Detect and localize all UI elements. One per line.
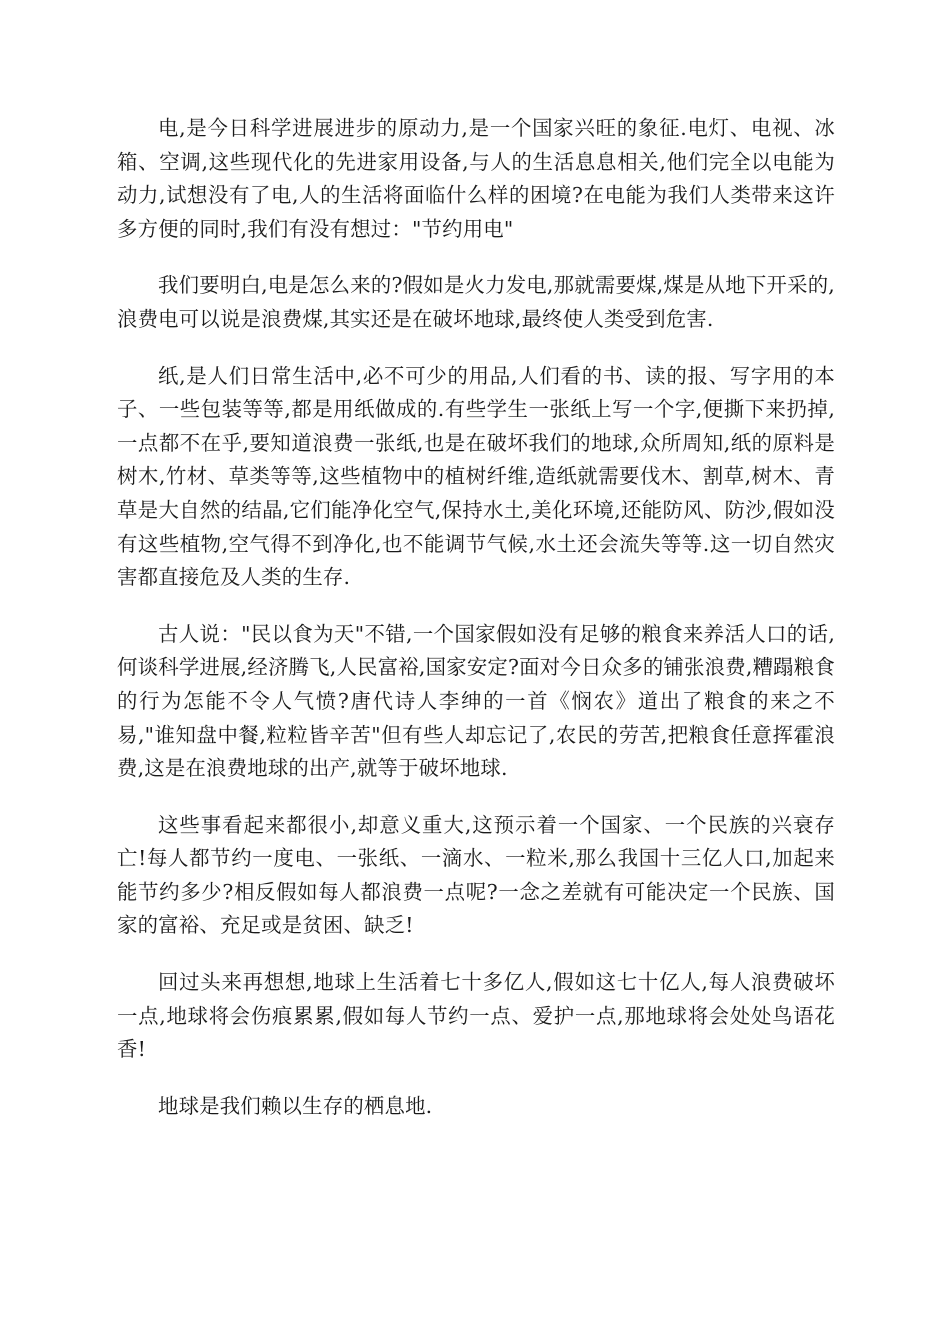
paragraph-significance: 这些事看起来都很小,却意义重大,这预示着一个国家、一个民族的兴衰存亡!每人都节约一度电、一张纸、一滴水、一粒米,那么我国十三亿人口,加起来能节约多少?相反假如每人都浪费一点呢?一念之差就有可能决定一个民族、国家的富裕、充足或是贫困、缺乏! [117, 812, 835, 938]
paragraph-reflection: 回过头来再想想,地球上生活着七十多亿人,假如这七十亿人,每人浪费破坏一点,地球将会伤痕累累,假如每人节约一点、爱护一点,那地球将会处处鸟语花香! [117, 970, 835, 1062]
paragraph-coal: 我们要明白,电是怎么来的?假如是火力发电,那就需要煤,煤是从地下开采的,浪费电可以说是浪费煤,其实还是在破坏地球,最终使人类受到危害. [117, 273, 835, 331]
paragraph-electricity: 电,是今日科学进展进步的原动力,是一个国家兴旺的象征.电灯、电视、冰箱、空调,这些现代化的先进家用设备,与人的生活息息相关,他们完全以电能为动力,试想没有了电,人的生活将面临什么样的困境?在电能为我们人类带来这许多方便的同时,我们有没有想过："节约用电" [117, 116, 835, 241]
paragraph-food: 古人说："民以食为天"不错,一个国家假如没有足够的粮食来养活人口的话,何谈科学进展,经济腾飞,人民富裕,国家安定?面对今日众多的铺张浪费,糟蹋粮食的行为怎能不令人气愤?唐代诗人李绅的一首《悯农》道出了粮食的来之不易,"谁知盘中餐,粒粒皆辛苦"但有些人却忘记了,农民的劳苦,把粮食任意挥霍浪费,这是在浪费地球的出产,就等于破坏地球. [117, 621, 835, 781]
document-body [117, 112, 835, 1146]
paragraph-paper: 纸,是人们日常生活中,必不可少的用品,人们看的书、读的报、写字用的本子、一些包装等等,都是用纸做成的.有些学生一张纸上写一个字,便撕下来扔掉,一点都不在乎,要知道浪费一张纸,也是在破坏我们的地球,众所周知,纸的原料是树木,竹材、草类等等,这些植物中的植树纤维,造纸就需要伐木、割草,树木、青草是大自然的结晶,它们能净化空气,保持水土,美化环境,还能防风、防沙,假如没有这些植物,空气得不到净化,也不能调节气候,水土还会流失等等.这一切自然灾害都直接危及人类的生存. [117, 363, 835, 590]
paragraph-conclusion: 地球是我们赖以生存的栖息地. [158, 1093, 433, 1118]
